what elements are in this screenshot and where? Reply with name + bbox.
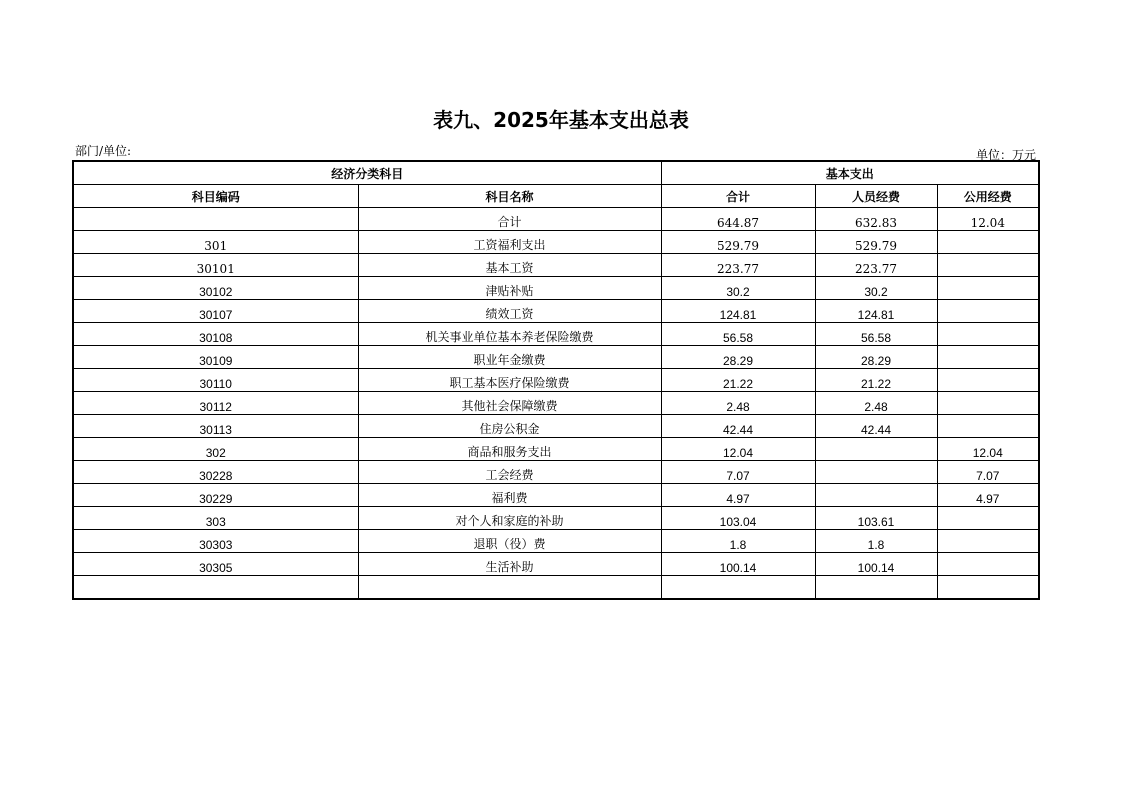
cell-total: 21.22 xyxy=(661,369,815,392)
cell-subject-name: 其他社会保障缴费 xyxy=(358,392,661,415)
table-row xyxy=(73,323,1039,346)
cell-personnel-expense: 42.44 xyxy=(815,415,937,438)
cell-subject-name xyxy=(358,576,661,600)
cell-subject-code: 30101 xyxy=(73,254,358,277)
header-subject-name: 科目名称 xyxy=(358,185,661,208)
cell-personnel-expense: 529.79 xyxy=(815,231,937,254)
header-economic-classification: 经济分类科目 xyxy=(73,161,661,185)
cell-personnel-expense: 100.14 xyxy=(815,553,937,576)
cell-public-expense xyxy=(937,576,1039,600)
table-row xyxy=(73,392,1039,415)
cell-total: 223.77 xyxy=(661,254,815,277)
cell-subject-name: 对个人和家庭的补助 xyxy=(358,507,661,530)
expenditure-table xyxy=(72,160,1040,600)
table-body xyxy=(73,208,1039,600)
header-group-row xyxy=(73,161,1039,185)
cell-public-expense: 12.04 xyxy=(937,208,1039,231)
table-row xyxy=(73,461,1039,484)
cell-public-expense xyxy=(937,277,1039,300)
cell-public-expense xyxy=(937,231,1039,254)
cell-total: 4.97 xyxy=(661,484,815,507)
cell-personnel-expense: 21.22 xyxy=(815,369,937,392)
table-row xyxy=(73,346,1039,369)
cell-total: 124.81 xyxy=(661,300,815,323)
header-personnel-expense: 人员经费 xyxy=(815,185,937,208)
table-row xyxy=(73,254,1039,277)
cell-personnel-expense: 2.48 xyxy=(815,392,937,415)
cell-total: 529.79 xyxy=(661,231,815,254)
header-basic-expenditure: 基本支出 xyxy=(661,161,1039,185)
cell-subject-name: 机关事业单位基本养老保险缴费 xyxy=(358,323,661,346)
table-row xyxy=(73,415,1039,438)
table-row xyxy=(73,484,1039,507)
cell-total: 103.04 xyxy=(661,507,815,530)
cell-public-expense xyxy=(937,530,1039,553)
cell-public-expense xyxy=(937,369,1039,392)
cell-subject-code: 30303 xyxy=(73,530,358,553)
cell-subject-code: 30107 xyxy=(73,300,358,323)
cell-personnel-expense: 28.29 xyxy=(815,346,937,369)
cell-subject-name: 职业年金缴费 xyxy=(358,346,661,369)
cell-personnel-expense: 103.61 xyxy=(815,507,937,530)
cell-subject-name: 合计 xyxy=(358,208,661,231)
table-row xyxy=(73,300,1039,323)
table-row xyxy=(73,369,1039,392)
page-title: 表九、2025年基本支出总表 xyxy=(433,108,689,132)
cell-total: 2.48 xyxy=(661,392,815,415)
cell-personnel-expense xyxy=(815,484,937,507)
table-row xyxy=(73,231,1039,254)
cell-subject-code: 30102 xyxy=(73,277,358,300)
table-row xyxy=(73,208,1039,231)
cell-subject-code: 30109 xyxy=(73,346,358,369)
cell-subject-name: 工资福利支出 xyxy=(358,231,661,254)
table-row xyxy=(73,507,1039,530)
cell-subject-code: 30110 xyxy=(73,369,358,392)
cell-total: 42.44 xyxy=(661,415,815,438)
cell-total: 30.2 xyxy=(661,277,815,300)
cell-subject-code: 30229 xyxy=(73,484,358,507)
cell-personnel-expense: 632.83 xyxy=(815,208,937,231)
cell-public-expense xyxy=(937,507,1039,530)
header-public-expense: 公用经费 xyxy=(937,185,1039,208)
cell-subject-code: 30305 xyxy=(73,553,358,576)
cell-public-expense xyxy=(937,553,1039,576)
cell-personnel-expense xyxy=(815,461,937,484)
cell-subject-name: 津贴补贴 xyxy=(358,277,661,300)
cell-subject-name: 工会经费 xyxy=(358,461,661,484)
cell-public-expense xyxy=(937,415,1039,438)
cell-total: 644.87 xyxy=(661,208,815,231)
cell-personnel-expense xyxy=(815,576,937,600)
table-row xyxy=(73,530,1039,553)
table-row xyxy=(73,277,1039,300)
header-column-row xyxy=(73,185,1039,208)
cell-public-expense xyxy=(937,254,1039,277)
cell-public-expense: 4.97 xyxy=(937,484,1039,507)
cell-total: 1.8 xyxy=(661,530,815,553)
cell-subject-name: 退职（役）费 xyxy=(358,530,661,553)
cell-total xyxy=(661,576,815,600)
cell-subject-code: 30113 xyxy=(73,415,358,438)
cell-subject-name: 福利费 xyxy=(358,484,661,507)
cell-public-expense xyxy=(937,392,1039,415)
cell-public-expense: 12.04 xyxy=(937,438,1039,461)
cell-subject-code: 30108 xyxy=(73,323,358,346)
cell-public-expense xyxy=(937,300,1039,323)
cell-subject-name: 基本工资 xyxy=(358,254,661,277)
cell-total: 100.14 xyxy=(661,553,815,576)
cell-personnel-expense: 223.77 xyxy=(815,254,937,277)
cell-total: 28.29 xyxy=(661,346,815,369)
cell-subject-code xyxy=(73,208,358,231)
cell-subject-code: 301 xyxy=(73,231,358,254)
unit-label: 单位：万元 xyxy=(975,148,1036,162)
cell-subject-code: 302 xyxy=(73,438,358,461)
cell-total: 12.04 xyxy=(661,438,815,461)
cell-subject-code xyxy=(73,576,358,600)
cell-subject-name: 生活补助 xyxy=(358,553,661,576)
cell-personnel-expense xyxy=(815,438,937,461)
cell-public-expense xyxy=(937,323,1039,346)
cell-subject-code: 303 xyxy=(73,507,358,530)
cell-subject-name: 住房公积金 xyxy=(358,415,661,438)
cell-personnel-expense: 1.8 xyxy=(815,530,937,553)
cell-total: 7.07 xyxy=(661,461,815,484)
cell-personnel-expense: 56.58 xyxy=(815,323,937,346)
cell-subject-code: 30228 xyxy=(73,461,358,484)
cell-personnel-expense: 124.81 xyxy=(815,300,937,323)
cell-subject-name: 绩效工资 xyxy=(358,300,661,323)
cell-public-expense xyxy=(937,346,1039,369)
header-subject-code: 科目编码 xyxy=(73,185,358,208)
table-row xyxy=(73,438,1039,461)
table-row xyxy=(73,553,1039,576)
cell-personnel-expense: 30.2 xyxy=(815,277,937,300)
department-label: 部门/单位: xyxy=(75,144,132,158)
cell-public-expense: 7.07 xyxy=(937,461,1039,484)
cell-subject-code: 30112 xyxy=(73,392,358,415)
table-row xyxy=(73,576,1039,600)
header-total: 合计 xyxy=(661,185,815,208)
cell-subject-name: 职工基本医疗保险缴费 xyxy=(358,369,661,392)
cell-total: 56.58 xyxy=(661,323,815,346)
cell-subject-name: 商品和服务支出 xyxy=(358,438,661,461)
